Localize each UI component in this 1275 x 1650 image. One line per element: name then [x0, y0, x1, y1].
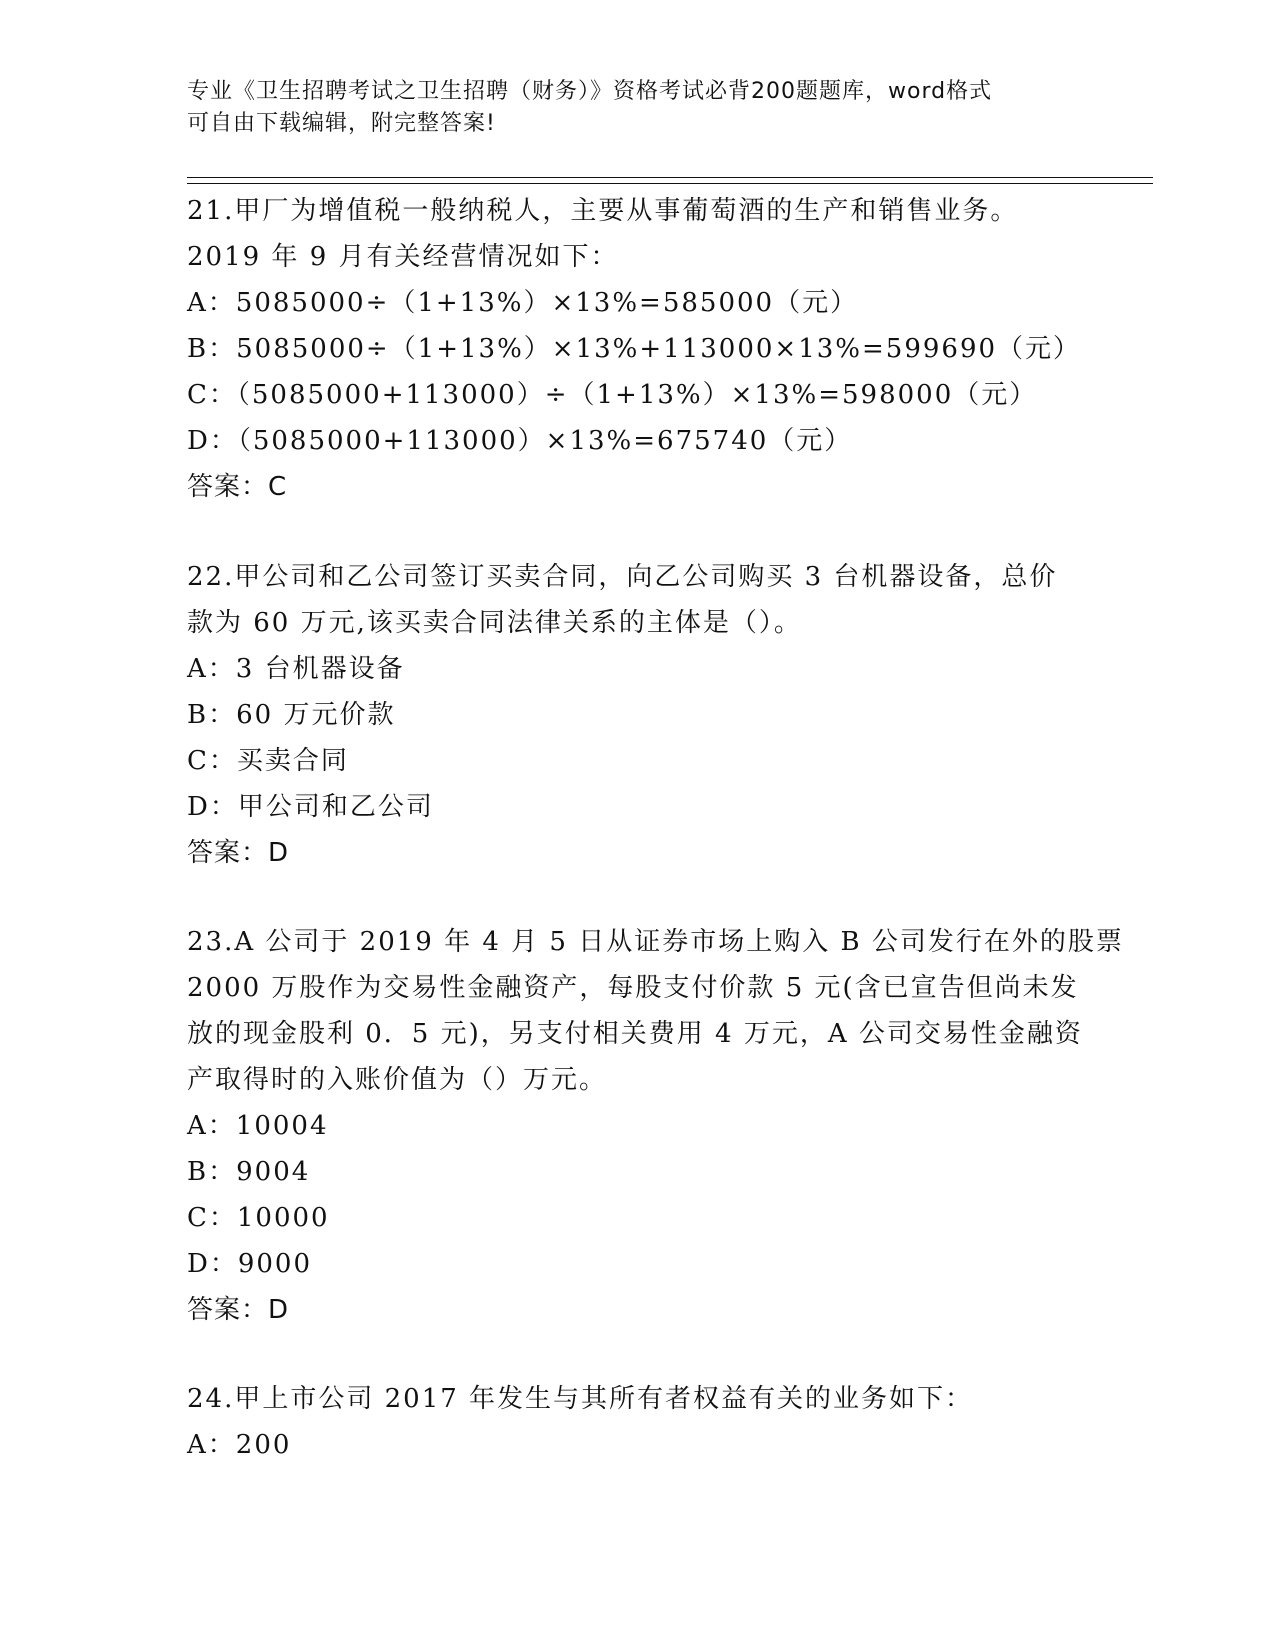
- option-a: A：10004: [187, 1111, 329, 1141]
- question-stem-line: 产取得时的入账价值为（）万元。: [187, 1065, 608, 1095]
- option-a: A：3 台机器设备: [187, 654, 405, 684]
- question-22: [187, 554, 1087, 876]
- option-d: D：9000: [187, 1249, 313, 1279]
- question-23: [187, 919, 1124, 1333]
- question-stem-line: 款为 60 万元,该买卖合同法律关系的主体是（）。: [187, 608, 802, 638]
- header-line-2: 可自由下载编辑，附完整答案!: [187, 111, 496, 136]
- question-stem-line: 24.甲上市公司 2017 年发生与其所有者权益有关的业务如下：: [187, 1384, 974, 1414]
- option-d: D：（5085000+113000）×13%=675740（元）: [187, 426, 853, 456]
- option-c: C：10000: [187, 1203, 330, 1233]
- header-line-1: 专业《卫生招聘考试之卫生招聘（财务）》资格考试必背200题题库，word格式: [187, 79, 993, 104]
- header-divider-top: [187, 177, 1153, 178]
- option-d: D：甲公司和乙公司: [187, 792, 434, 822]
- question-24: [187, 1376, 1087, 1468]
- option-a: A：200: [187, 1430, 292, 1460]
- option-b: B：60 万元价款: [187, 700, 396, 730]
- header-divider-bottom: [187, 183, 1153, 184]
- question-stem-line: 21.甲厂为增值税一般纳税人，主要从事葡萄酒的生产和销售业务。: [187, 196, 1019, 226]
- option-b: B：9004: [187, 1157, 311, 1187]
- option-c: C：买卖合同: [187, 746, 349, 776]
- document-header: [187, 76, 1067, 140]
- question-stem-line: 放的现金股利 0．5 元)，另支付相关费用 4 万元，A 公司交易性金融资: [187, 1019, 1083, 1049]
- question-stem-line: 2000 万股作为交易性金融资产，每股支付价款 5 元(含已宣告但尚未发: [187, 973, 1079, 1003]
- answer-line: 答案：D: [187, 1295, 290, 1325]
- option-a: A：5085000÷（1+13%）×13%=585000（元）: [187, 288, 859, 318]
- option-c: C：（5085000+113000）÷（1+13%）×13%=598000（元）: [187, 380, 1038, 410]
- question-21: [187, 188, 1087, 510]
- answer-line: 答案：C: [187, 472, 288, 502]
- option-b: B：5085000÷（1+13%）×13%+113000×13%=599690（元）: [187, 334, 1082, 364]
- question-stem-line: 2019 年 9 月有关经营情况如下：: [187, 242, 619, 272]
- answer-line: 答案：D: [187, 838, 290, 868]
- question-stem-line: 22.甲公司和乙公司签订买卖合同，向乙公司购买 3 台机器设备，总价: [187, 562, 1058, 592]
- question-stem-line: 23.A 公司于 2019 年 4 月 5 日从证券市场上购入 B 公司发行在外的股票: [187, 927, 1124, 957]
